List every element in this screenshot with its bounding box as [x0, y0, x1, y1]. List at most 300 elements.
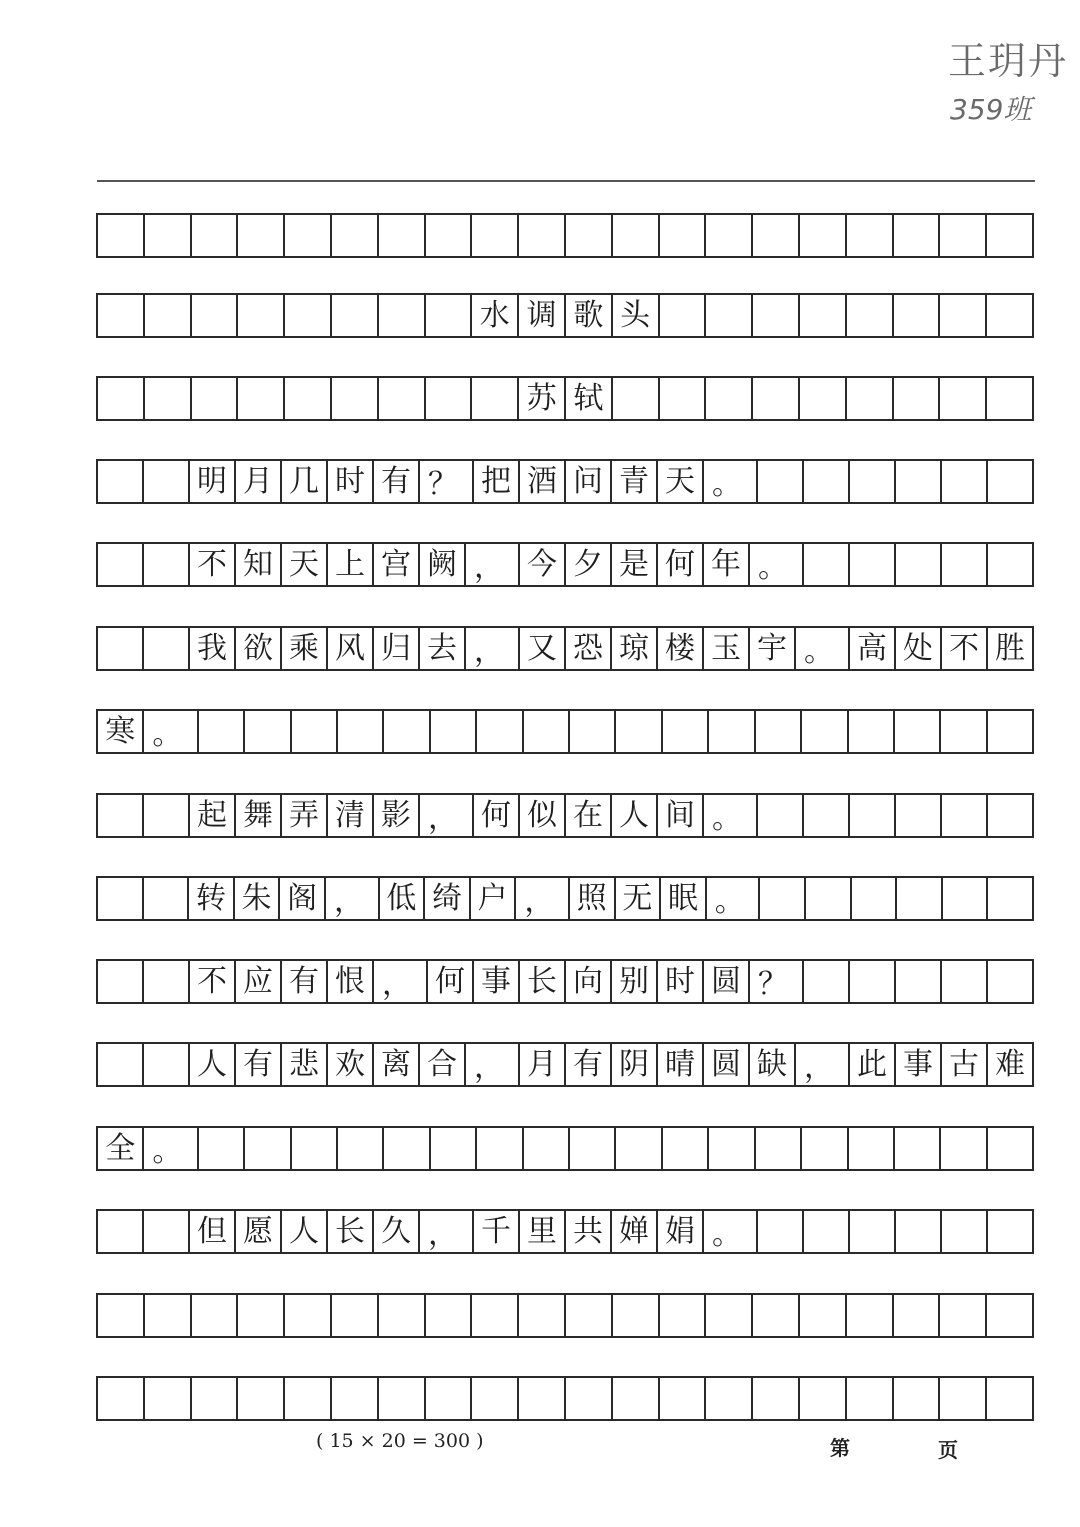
- grid-row: [96, 213, 1034, 258]
- grid-cell: [332, 1295, 379, 1336]
- grid-cell: 娟: [658, 1211, 704, 1252]
- grid-cell: [709, 1128, 755, 1169]
- grid-cell: [144, 461, 190, 502]
- grid-cell: 低: [380, 878, 426, 919]
- grid-cell: 天: [658, 461, 704, 502]
- grid-cell: [988, 795, 1034, 836]
- grid-cell: 。: [704, 461, 758, 502]
- grid-row: [96, 876, 1034, 921]
- grid-cell: [98, 628, 144, 669]
- grid-row: [96, 1209, 1034, 1254]
- grid-cell: 高: [850, 628, 896, 669]
- grid-cell: [524, 1128, 570, 1169]
- grid-cell: [426, 295, 473, 336]
- grid-cell: [616, 711, 662, 752]
- grid-cell: [292, 1128, 338, 1169]
- grid-cell: [894, 1378, 941, 1419]
- grid-cell: [942, 961, 988, 1002]
- grid-cell: [477, 711, 523, 752]
- grid-cell: ？: [750, 961, 804, 1002]
- grid-cell: [426, 215, 473, 256]
- grid-cell: [98, 961, 144, 1002]
- grid-cell: [379, 1295, 426, 1336]
- grid-cell: 知: [236, 544, 282, 585]
- grid-cell: 有: [282, 961, 328, 1002]
- grid-cell: 几: [282, 461, 328, 502]
- grid-cell: [706, 1295, 753, 1336]
- grid-cell: 户: [471, 878, 517, 919]
- grid-cell: [660, 1378, 707, 1419]
- grid-cell: 共: [566, 1211, 612, 1252]
- grid-cell: 玉: [704, 628, 750, 669]
- grid-cell: 阁: [280, 878, 326, 919]
- grid-cell: [987, 378, 1034, 419]
- grid-cell: 有: [236, 1044, 282, 1085]
- grid-cell: 圆: [704, 961, 750, 1002]
- grid-cell: 恨: [328, 961, 374, 1002]
- grid-cell: 清: [328, 795, 374, 836]
- grid-cell: [613, 1295, 660, 1336]
- grid-cell: 乘: [282, 628, 328, 669]
- grid-cell: [472, 215, 519, 256]
- grid-cell: [987, 1295, 1034, 1336]
- grid-cell: ，: [420, 1211, 474, 1252]
- grid-cell: [285, 1295, 332, 1336]
- grid-row: [96, 1126, 1034, 1171]
- grid-cell: [896, 795, 942, 836]
- grid-cell: [753, 1295, 800, 1336]
- grid-cell: ？: [420, 461, 474, 502]
- grid-cell: [285, 215, 332, 256]
- grid-cell: [431, 711, 477, 752]
- grid-cell: [477, 1128, 523, 1169]
- grid-row: [96, 459, 1034, 504]
- grid-cell: 不: [190, 544, 236, 585]
- grid-cell: [238, 295, 285, 336]
- page-label-di: 第: [830, 1436, 850, 1460]
- grid-cell: 。: [750, 544, 804, 585]
- grid-cell: 阴: [612, 1044, 658, 1085]
- grid-cell: [144, 1211, 190, 1252]
- top-rule: [97, 180, 1035, 182]
- grid-cell: [896, 461, 942, 502]
- grid-cell: [706, 215, 753, 256]
- grid-cell: [426, 1378, 473, 1419]
- grid-cell: [332, 378, 379, 419]
- grid-cell: [338, 711, 384, 752]
- grid-cell: [238, 215, 285, 256]
- grid-cell: 欢: [328, 1044, 374, 1085]
- grid-cell: 天: [282, 544, 328, 585]
- grid-cell: [332, 1378, 379, 1419]
- grid-cell: [804, 461, 850, 502]
- grid-cell: 把: [474, 461, 520, 502]
- grid-cell: [332, 215, 379, 256]
- grid-cell: [847, 1295, 894, 1336]
- grid-cell: 又: [520, 628, 566, 669]
- grid-cell: [192, 378, 239, 419]
- grid-cell: 但: [190, 1211, 236, 1252]
- grid-cell: [941, 1128, 987, 1169]
- grid-row: [96, 376, 1034, 421]
- grid-cell: 转: [189, 878, 235, 919]
- grid-cell: [245, 711, 291, 752]
- grid-cell: [332, 295, 379, 336]
- grid-cell: [384, 711, 430, 752]
- grid-cell: [660, 215, 707, 256]
- grid-cell: [98, 544, 144, 585]
- grid-cell: [199, 1128, 245, 1169]
- grid-cell: [706, 378, 753, 419]
- grid-cell: 向: [566, 961, 612, 1002]
- grid-cell: 此: [850, 1044, 896, 1085]
- grid-cell: ，: [326, 878, 380, 919]
- grid-cell: 事: [474, 961, 520, 1002]
- grid-cell: [988, 1128, 1034, 1169]
- grid-cell: [379, 378, 426, 419]
- grid-cell: [940, 378, 987, 419]
- grid-cell: [940, 1378, 987, 1419]
- grid-cell: 何: [658, 544, 704, 585]
- student-class: 359班: [950, 93, 1032, 126]
- grid-cell: 问: [566, 461, 612, 502]
- student-name: 王玥丹: [948, 39, 1069, 83]
- grid-cell: [238, 378, 285, 419]
- grid-cell: 宇: [750, 628, 796, 669]
- grid-cell: [145, 378, 192, 419]
- grid-cell: [895, 711, 941, 752]
- grid-cell: 愿: [236, 1211, 282, 1252]
- grid-cell: 婵: [612, 1211, 658, 1252]
- grid-cell: [852, 878, 898, 919]
- grid-cell: [988, 544, 1034, 585]
- grid-row: [96, 542, 1034, 587]
- grid-cell: 去: [420, 628, 466, 669]
- grid-cell: [379, 1378, 426, 1419]
- grid-cell: [566, 215, 613, 256]
- grid-cell: 晴: [658, 1044, 704, 1085]
- grid-cell: 里: [520, 1211, 566, 1252]
- grid-cell: 月: [520, 1044, 566, 1085]
- grid-cell: 事: [896, 1044, 942, 1085]
- grid-cell: [145, 1295, 192, 1336]
- grid-cell: [238, 1378, 285, 1419]
- grid-cell: [709, 711, 755, 752]
- grid-cell: [753, 378, 800, 419]
- grid-cell: [144, 795, 190, 836]
- grid-cell: [192, 215, 239, 256]
- grid-row: [96, 1042, 1034, 1087]
- grid-cell: 起: [190, 795, 236, 836]
- grid-cell: [847, 295, 894, 336]
- grid-cell: [850, 1211, 896, 1252]
- grid-cell: [98, 1295, 145, 1336]
- grid-cell: 在: [566, 795, 612, 836]
- grid-cell: ，: [796, 1044, 850, 1085]
- grid-cell: [98, 878, 144, 919]
- grid-cell: [802, 1128, 848, 1169]
- grid-cell: 苏: [519, 378, 566, 419]
- grid-cell: [338, 1128, 384, 1169]
- grid-cell: 长: [520, 961, 566, 1002]
- grid-cell: [145, 215, 192, 256]
- grid-cell: 缺: [750, 1044, 796, 1085]
- grid-cell: 全: [98, 1128, 144, 1169]
- grid-cell: ，: [420, 795, 474, 836]
- grid-cell: 人: [282, 1211, 328, 1252]
- grid-row: [96, 959, 1034, 1004]
- grid-cell: ，: [516, 878, 570, 919]
- grid-cell: [850, 795, 896, 836]
- grid-cell: 眠: [661, 878, 707, 919]
- grid-row: [96, 293, 1034, 338]
- grid-cell: [660, 378, 707, 419]
- grid-cell: [758, 1211, 804, 1252]
- grid-cell: [802, 711, 848, 752]
- grid-cell: 千: [474, 1211, 520, 1252]
- grid-cell: 弄: [282, 795, 328, 836]
- grid-cell: [760, 878, 806, 919]
- grid-cell: [285, 1378, 332, 1419]
- grid-cell: [472, 1378, 519, 1419]
- grid-cell: [800, 1378, 847, 1419]
- grid-cell: 。: [796, 628, 850, 669]
- grid-cell: 宫: [374, 544, 420, 585]
- grid-cell: [850, 961, 896, 1002]
- grid-cell: [988, 1211, 1034, 1252]
- page-label-ye: 页: [938, 1438, 958, 1462]
- grid-cell: [384, 1128, 430, 1169]
- grid-cell: 何: [428, 961, 474, 1002]
- grid-cell: 久: [374, 1211, 420, 1252]
- grid-cell: [570, 711, 616, 752]
- grid-cell: [758, 795, 804, 836]
- grid-cell: [98, 795, 144, 836]
- grid-cell: [942, 544, 988, 585]
- grid-cell: 不: [190, 961, 236, 1002]
- grid-cell: 年: [704, 544, 750, 585]
- grid-cell: 时: [328, 461, 374, 502]
- grid-cell: 恐: [566, 628, 612, 669]
- grid-cell: [894, 1295, 941, 1336]
- grid-cell: 似: [520, 795, 566, 836]
- grid-row: [96, 1376, 1034, 1421]
- grid-cell: 有: [566, 1044, 612, 1085]
- grid-cell: 头: [613, 295, 660, 336]
- grid-cell: [804, 961, 850, 1002]
- grid-cell: [895, 1128, 941, 1169]
- grid-cell: 。: [704, 795, 758, 836]
- grid-cell: [897, 878, 943, 919]
- grid-cell: [566, 1378, 613, 1419]
- grid-cell: [519, 1378, 566, 1419]
- grid-cell: [940, 1295, 987, 1336]
- grid-cell: [285, 295, 332, 336]
- grid-spec: ( 15 × 20 = 300 ): [316, 1430, 484, 1452]
- grid-cell: [756, 711, 802, 752]
- grid-cell: [524, 711, 570, 752]
- grid-cell: [98, 1044, 144, 1085]
- grid-cell: [472, 1295, 519, 1336]
- grid-cell: 无: [616, 878, 662, 919]
- grid-cell: ，: [374, 961, 428, 1002]
- grid-cell: [758, 461, 804, 502]
- grid-cell: [850, 461, 896, 502]
- grid-cell: 人: [612, 795, 658, 836]
- grid-cell: 欲: [236, 628, 282, 669]
- grid-cell: [199, 711, 245, 752]
- grid-cell: [804, 1211, 850, 1252]
- grid-cell: [847, 378, 894, 419]
- grid-cell: [942, 461, 988, 502]
- grid-cell: [806, 878, 852, 919]
- grid-cell: [894, 295, 941, 336]
- grid-cell: 归: [374, 628, 420, 669]
- grid-cell: 照: [570, 878, 616, 919]
- grid-cell: [894, 215, 941, 256]
- grid-cell: [988, 961, 1034, 1002]
- grid-cell: [753, 295, 800, 336]
- grid-cell: [756, 1128, 802, 1169]
- grid-cell: [987, 295, 1034, 336]
- grid-cell: 月: [236, 461, 282, 502]
- grid-cell: 长: [328, 1211, 374, 1252]
- grid-cell: [800, 1295, 847, 1336]
- grid-cell: [800, 215, 847, 256]
- grid-cell: 轼: [566, 378, 613, 419]
- grid-cell: [941, 711, 987, 752]
- grid-cell: 有: [374, 461, 420, 502]
- grid-cell: [988, 461, 1034, 502]
- grid-cell: 时: [658, 961, 704, 1002]
- grid-cell: [570, 1128, 616, 1169]
- grid-cell: 合: [420, 1044, 466, 1085]
- grid-cell: 间: [658, 795, 704, 836]
- grid-row: [96, 626, 1034, 671]
- grid-cell: [144, 878, 190, 919]
- grid-cell: [896, 1211, 942, 1252]
- grid-cell: [519, 215, 566, 256]
- grid-cell: [849, 1128, 895, 1169]
- grid-cell: 是: [612, 544, 658, 585]
- grid-cell: [472, 378, 519, 419]
- grid-cell: [987, 215, 1034, 256]
- grid-cell: [613, 378, 660, 419]
- grid-cell: [850, 544, 896, 585]
- grid-cell: [942, 1211, 988, 1252]
- grid-cell: 应: [236, 961, 282, 1002]
- grid-cell: [753, 1378, 800, 1419]
- grid-cell: 风: [328, 628, 374, 669]
- grid-cell: 别: [612, 961, 658, 1002]
- grid-cell: [800, 295, 847, 336]
- grid-cell: 影: [374, 795, 420, 836]
- grid-cell: [613, 215, 660, 256]
- grid-cell: [849, 711, 895, 752]
- grid-cell: 酒: [520, 461, 566, 502]
- grid-cell: [847, 215, 894, 256]
- grid-cell: [292, 711, 338, 752]
- grid-row: [96, 709, 1034, 754]
- grid-cell: 不: [942, 628, 988, 669]
- grid-cell: [988, 878, 1034, 919]
- grid-cell: 难: [988, 1044, 1034, 1085]
- grid-cell: 调: [519, 295, 566, 336]
- grid-cell: ，: [466, 544, 520, 585]
- grid-cell: 琼: [612, 628, 658, 669]
- grid-cell: [98, 461, 144, 502]
- grid-cell: 楼: [658, 628, 704, 669]
- grid-cell: 胜: [988, 628, 1034, 669]
- grid-cell: [192, 1295, 239, 1336]
- grid-cell: [660, 295, 707, 336]
- grid-cell: 今: [520, 544, 566, 585]
- grid-cell: [896, 961, 942, 1002]
- grid-cell: [753, 215, 800, 256]
- grid-cell: [98, 215, 145, 256]
- grid-cell: ，: [466, 1044, 520, 1085]
- grid-cell: [940, 215, 987, 256]
- grid-cell: 舞: [236, 795, 282, 836]
- grid-cell: [660, 1295, 707, 1336]
- grid-cell: 我: [190, 628, 236, 669]
- grid-cell: 圆: [704, 1044, 750, 1085]
- grid-cell: [98, 295, 145, 336]
- grid-cell: [192, 295, 239, 336]
- grid-cell: 。: [707, 878, 761, 919]
- grid-cell: 上: [328, 544, 374, 585]
- grid-cell: [706, 1378, 753, 1419]
- grid-cell: [426, 378, 473, 419]
- grid-cell: [804, 795, 850, 836]
- grid-cell: 绮: [425, 878, 471, 919]
- grid-cell: [804, 544, 850, 585]
- grid-cell: 古: [942, 1044, 988, 1085]
- grid-cell: 离: [374, 1044, 420, 1085]
- grid-cell: [431, 1128, 477, 1169]
- grid-cell: 明: [190, 461, 236, 502]
- grid-cell: [800, 378, 847, 419]
- grid-cell: 水: [472, 295, 519, 336]
- grid-cell: 歌: [566, 295, 613, 336]
- grid-cell: [144, 1044, 190, 1085]
- grid-cell: [98, 1378, 145, 1419]
- grid-cell: [98, 1211, 144, 1252]
- grid-cell: [616, 1128, 662, 1169]
- grid-cell: [940, 295, 987, 336]
- grid-cell: [192, 1378, 239, 1419]
- grid-cell: [145, 295, 192, 336]
- grid-cell: [988, 711, 1034, 752]
- grid-cell: [943, 878, 989, 919]
- grid-cell: [519, 1295, 566, 1336]
- grid-row: [96, 1293, 1034, 1338]
- grid-cell: [896, 544, 942, 585]
- grid-cell: [706, 295, 753, 336]
- grid-cell: [238, 1295, 285, 1336]
- grid-cell: [987, 1378, 1034, 1419]
- grid-cell: [942, 795, 988, 836]
- grid-cell: [613, 1378, 660, 1419]
- grid-row: [96, 793, 1034, 838]
- grid-cell: ，: [466, 628, 520, 669]
- grid-cell: 阙: [420, 544, 466, 585]
- grid-cell: [379, 295, 426, 336]
- grid-cell: [426, 1295, 473, 1336]
- grid-cell: [245, 1128, 291, 1169]
- grid-cell: 。: [704, 1211, 758, 1252]
- grid-cell: [847, 1378, 894, 1419]
